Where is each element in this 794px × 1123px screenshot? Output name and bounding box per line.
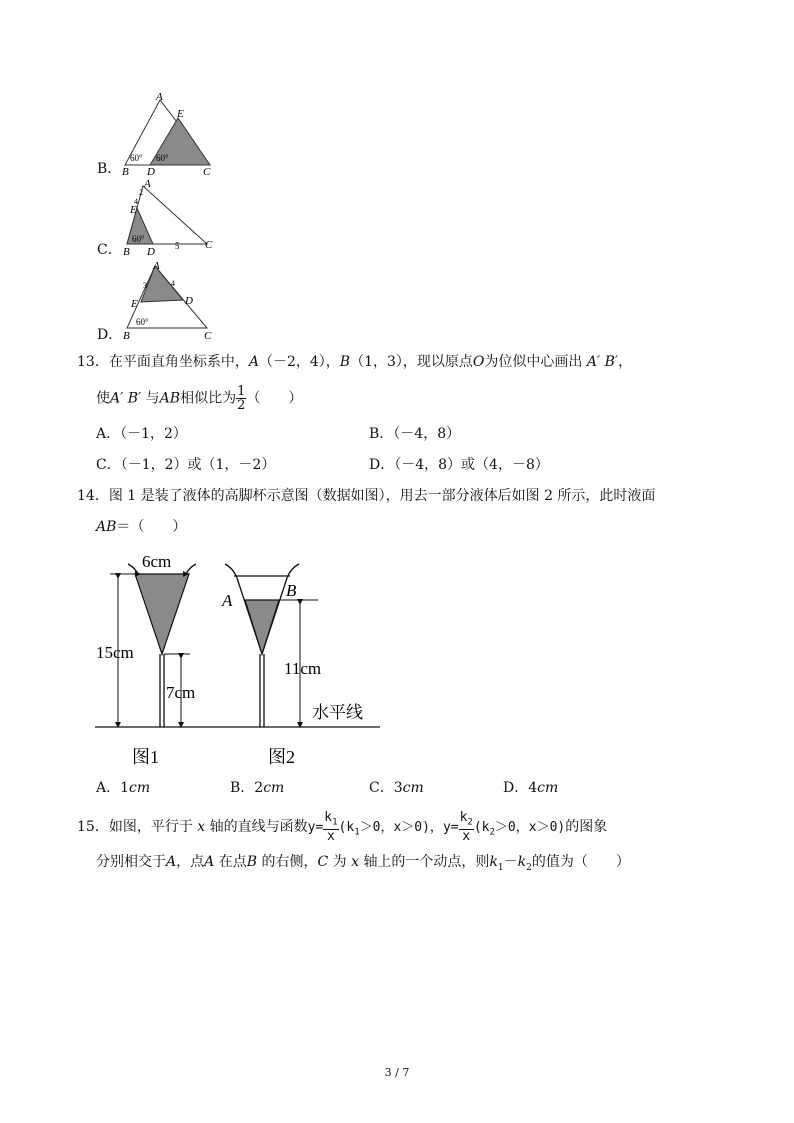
label-e: E [130, 204, 137, 216]
label-c: C [205, 239, 213, 251]
text: 15．如图，平行于 [77, 819, 193, 835]
var-aprime-bprime: A′ B′ [110, 390, 142, 407]
text: 与 [145, 390, 160, 407]
var-o: O [472, 354, 485, 370]
q12-figure-d [115, 260, 215, 344]
var-b: B [246, 854, 257, 870]
text: 轴的直线与函数 [209, 819, 308, 835]
text: （－2，4）， [258, 354, 340, 370]
angle-label: 60° [156, 153, 169, 163]
stem-height-label: 7cm [166, 683, 196, 702]
q13-option-d: D．（－4，8）或（4，－8） [369, 457, 549, 473]
text: 相似比为 [180, 390, 237, 407]
var-k2: k [517, 854, 527, 870]
q12-option-d-label: D． [97, 327, 123, 343]
var-aprime-bprime: A′ B′ [586, 354, 619, 370]
text: ， [618, 354, 633, 370]
q14-goblet-figure [90, 546, 390, 774]
math: y= [442, 820, 459, 835]
label-a: A [144, 178, 151, 190]
text: 在点 [218, 854, 247, 870]
math: y= [307, 820, 324, 835]
fraction-k1-over-x: $\frac{k_1}{x}$ [324, 809, 338, 845]
q12-figure-b [115, 90, 215, 180]
q14-option-d: D．4cm [503, 780, 559, 796]
q13-stem-line2 [96, 385, 302, 412]
text: 分别相交于 [96, 854, 166, 870]
var-a: A [204, 854, 215, 870]
var-a: A [248, 354, 259, 370]
angle-label: 60° [132, 234, 145, 244]
label-b: B [122, 166, 129, 178]
var-a: A [166, 854, 177, 870]
q13-option-b: B．（－4，8） [369, 426, 461, 442]
length-label: 3 [143, 281, 147, 290]
q14-stem-line1: 14．图 1 是装了液体的高脚杯示意图（数据如图），用去一部分液体后如图 2 所示，此时液面 [77, 488, 656, 504]
length-label: 2 [139, 188, 143, 197]
label-a: A [156, 91, 163, 103]
label-c: C [203, 166, 211, 178]
q12-figure-c [115, 178, 215, 260]
page-number: 3 / 7 [384, 1066, 410, 1079]
q14-option-c: C．3cm [369, 780, 424, 796]
height-label: 11cm [284, 659, 322, 678]
text: ，点 [176, 854, 205, 870]
var-k1: k [489, 854, 498, 870]
q14-stem-line2 [96, 517, 186, 537]
fraction-k2-over-x: $\frac{k_2}{x}$ [459, 809, 473, 845]
q13-option-c: C．（－1，2）或（1，－2） [96, 457, 276, 473]
text: 轴上的一个动点，则 [363, 854, 490, 870]
figure-caption-1: 图1 [132, 747, 159, 767]
q13-option-a: A．（－1，2） [96, 426, 187, 442]
height-label: 15cm [96, 643, 134, 662]
text: （1，3），现以原点 [350, 354, 473, 370]
q13-stem-line1 [77, 352, 632, 372]
label-e: E [177, 108, 184, 120]
text: － [503, 854, 518, 870]
q14-option-b: B．2cm [230, 780, 285, 796]
answer-blank: （ ） [246, 390, 303, 407]
horizon-label: 水平线 [312, 703, 363, 722]
angle-label: 60° [130, 153, 143, 163]
label-b: B [286, 581, 297, 600]
length-label: 4 [134, 197, 138, 206]
condition-1: ($k_1>0$，x＞0)， [338, 820, 443, 838]
answer-blank: 的值为（ ） [531, 854, 630, 870]
label-c: C [204, 330, 212, 342]
var-ab: AB [159, 390, 181, 407]
label-e: E [131, 298, 138, 310]
label-a: A [153, 260, 160, 272]
text: 的图象 [565, 819, 608, 835]
answer-blank: ＝（ ） [116, 519, 187, 535]
angle-label: 60° [136, 317, 149, 327]
text: 13．在平面直角坐标系中， [77, 354, 249, 370]
length-label: 4 [171, 279, 175, 288]
var-ab: AB [96, 519, 117, 535]
label-d: D [185, 295, 193, 307]
q14-option-a: A．1cm [96, 780, 151, 796]
text: 为位似中心画出 [484, 354, 583, 370]
var-x: x [197, 819, 206, 835]
label-d: D [147, 246, 155, 258]
text: 使 [96, 390, 110, 407]
fraction-one-half: $\frac{1}{2}$ [237, 384, 246, 413]
text: 的右侧， [261, 854, 318, 870]
label-d: D [147, 166, 155, 178]
var-b: B [339, 354, 351, 370]
text: 为 [332, 854, 347, 870]
q12-option-b-label: B． [97, 161, 122, 177]
var-x: x [351, 854, 359, 870]
figure-caption-2: 图2 [268, 747, 295, 767]
q15-stem-line1 [77, 810, 607, 850]
q12-option-c-label: C． [97, 242, 122, 258]
label-b: B [123, 330, 130, 342]
length-label: 5 [175, 241, 180, 251]
var-c: C [317, 854, 329, 870]
q15-stem-line2: 分别相交于A，点A 在点B 的右侧，C 为 x 轴上的一个动点，则$k_1-k_2$的值为（ ） [96, 854, 630, 873]
width-label: 6cm [142, 552, 172, 571]
label-a: A [222, 591, 233, 610]
label-b: B [123, 246, 130, 258]
condition-2: ($k_2>0$，x＞0) [473, 820, 566, 838]
